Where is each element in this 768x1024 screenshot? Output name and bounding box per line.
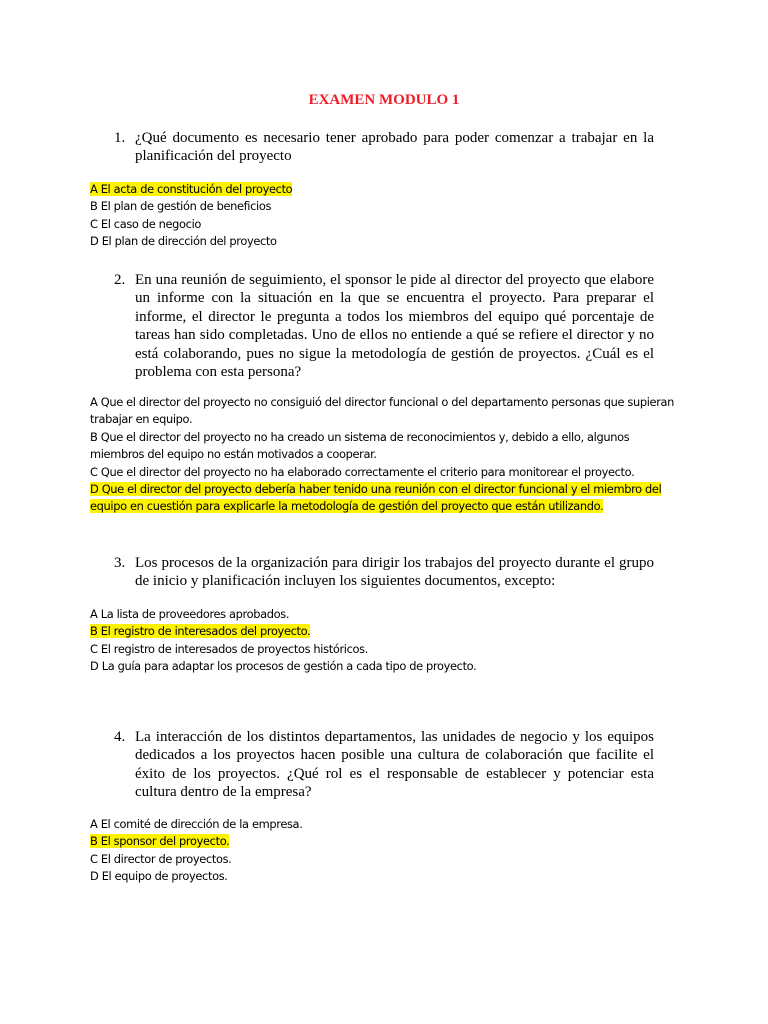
- option-text: C El director de proyectos.: [90, 851, 232, 866]
- option-text: D El plan de dirección del proyecto: [90, 234, 277, 249]
- option-4d: [90, 868, 680, 885]
- options-3: [90, 606, 680, 676]
- question-text: En una reunión de seguimiento, el sponsor le pide al director del proyecto que elabore un informe con la situación en la que se encuentra el proyecto. Para preparar el informe, el director le pregunta a todos los miembros del equipo qué porcentaje de tareas han sido completadas. Uno de ellos no entiende a qué se refiere el director y no está colaborando, pues no sigue la metodología de gestión de proyectos. ¿Cuál es el problema con esta persona?: [135, 272, 654, 381]
- option-text: A El comité de dirección de la empresa.: [90, 817, 303, 831]
- option-4b: [90, 833, 680, 850]
- options-4: [90, 816, 680, 886]
- question-3: [114, 554, 654, 591]
- option-text: D El equipo de proyectos.: [90, 869, 228, 884]
- option-text: D Que el director del proyecto debería haber tenido una reunión con el director funcional y el miembro del equipo en cuestión para explicarle la metodología de gestión del proyecto que están utilizando.: [90, 482, 662, 514]
- question-text: La interacción de los distintos departamentos, las unidades de negocio y los equipos dedicados a los proyectos hacen posible una cultura de colaboración que facilite el éxito de los proyectos. ¿Qué rol es el responsable de establecer y potenciar esta cultura dentro de la empresa?: [135, 729, 654, 801]
- option-4c: [90, 851, 680, 868]
- options-2: [90, 394, 680, 516]
- option-text: A Que el director del proyecto no consiguió del director funcional o del departamento personas que supieran trabajar en equipo.: [90, 395, 675, 427]
- option-3b: [90, 623, 680, 640]
- option-text: C El caso de negocio: [90, 216, 202, 231]
- question-text: ¿Qué documento es necesario tener aprobado para poder comenzar a trabajar en la planificación del proyecto: [135, 130, 654, 165]
- question-number: 3.: [114, 555, 126, 571]
- page-title: EXAMEN MODULO 1: [308, 92, 460, 108]
- option-2b: [90, 429, 680, 464]
- question-2: [114, 271, 654, 381]
- option-text: A La lista de proveedores aprobados.: [90, 607, 290, 621]
- option-text: C El registro de interesados de proyectos históricos.: [90, 641, 368, 656]
- question-1: [114, 129, 654, 166]
- option-text: D La guía para adaptar los procesos de gestión a cada tipo de proyecto.: [90, 659, 477, 674]
- option-4a: [90, 816, 680, 833]
- option-2a: [90, 394, 680, 429]
- option-text: B Que el director del proyecto no ha creado un sistema de reconocimientos y, debido a ello, algunos miembros del equipo no están motivados a cooperar.: [90, 429, 630, 462]
- option-text: A El acta de constitución del proyecto: [90, 182, 293, 196]
- option-3d: [90, 658, 680, 675]
- option-1a: [90, 181, 680, 198]
- question-number: 1.: [114, 130, 126, 146]
- option-text: B El plan de gestión de beneficios: [90, 199, 272, 214]
- option-3c: [90, 641, 680, 658]
- question-4: [114, 728, 654, 802]
- option-text: B El sponsor del proyecto.: [90, 834, 230, 849]
- option-text: C Que el director del proyecto no ha elaborado correctamente el criterio para monitorear el proyecto.: [90, 464, 635, 479]
- option-3a: [90, 606, 680, 623]
- option-1c: [90, 216, 680, 233]
- options-1: [90, 181, 680, 251]
- question-number: 4.: [114, 729, 126, 745]
- question-number: 2.: [114, 272, 126, 288]
- question-text: Los procesos de la organización para dirigir los trabajos del proyecto durante el grupo de inicio y planificación incluyen los siguientes documentos, excepto:: [135, 555, 654, 590]
- option-1d: [90, 233, 680, 250]
- option-1b: [90, 198, 680, 215]
- option-2c: [90, 464, 680, 481]
- option-2d: [90, 481, 680, 516]
- option-text: B El registro de interesados del proyecto.: [90, 624, 311, 639]
